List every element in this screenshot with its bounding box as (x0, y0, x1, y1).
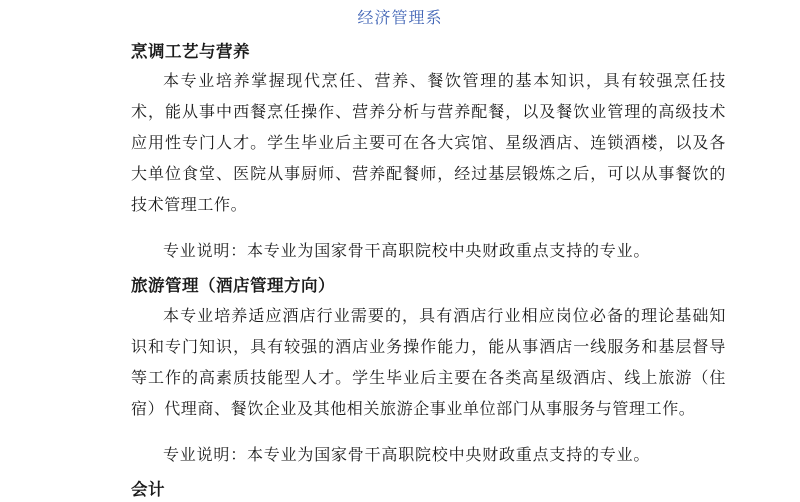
major-note-hotel: 专业说明：本专业为国家骨干高职院校中央财政重点支持的专业。 (163, 445, 651, 464)
major-heading-hotel: 旅游管理（酒店管理方向） (131, 276, 335, 295)
major-description-culinary: 本专业培养掌握现代烹任、营养、餐饮管理的基本知识，具有较强烹任技术，能从事中西餐烹任操作、营养分析与营养配餐，以及餐饮业管理的高级技术应用性专门人才。学生毕业后主要可在各大宾馆、星级酒店、连锁酒楼，以及各大单位食堂、医院从事厨师、营养配餐师，经过基层锻炼之后，可以从事餐饮的技术管理工作。 (131, 71, 726, 214)
major-heading-accounting: 会计 (131, 480, 165, 499)
department-title: 经济管理系 (357, 8, 443, 27)
major-description-hotel: 本专业培养适应酒店行业需要的，具有酒店行业相应岗位必备的理论基础知识和专门知识，具有较强的酒店业务操作能力，能从事酒店一线服务和基层督导等工作的高素质技能型人才。学生毕业后主要在各类高星级酒店、线上旅游（住宿）代理商、餐饮企业及其他相关旅游企事业单位部门从事服务与管理工作。 (131, 306, 726, 418)
major-note-culinary: 专业说明：本专业为国家骨干高职院校中央财政重点支持的专业。 (163, 241, 651, 260)
major-heading-culinary: 烹调工艺与营养 (131, 42, 250, 61)
